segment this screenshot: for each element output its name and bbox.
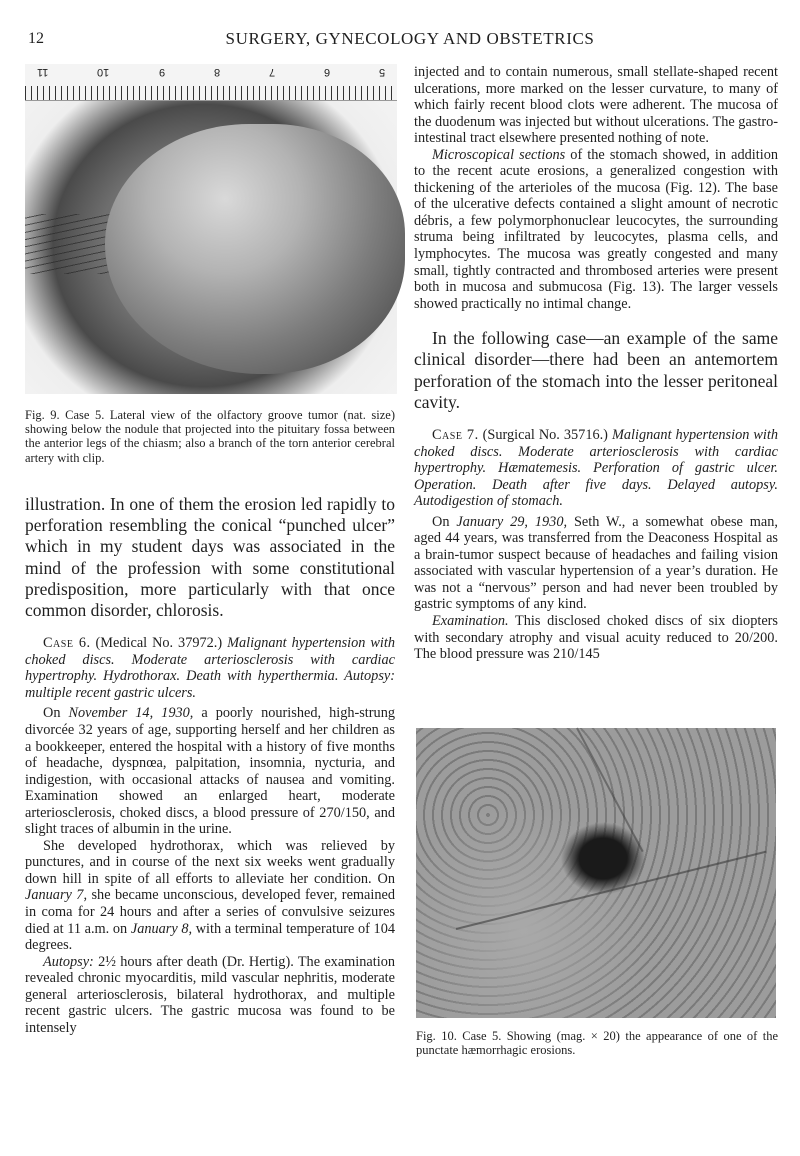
case-7-number: (Surgical No. 35716.) — [482, 427, 608, 444]
case-6-heading — [25, 635, 395, 701]
microscopical-paragraph — [414, 147, 778, 312]
ruler-label: 8 — [213, 66, 220, 78]
figure-10-photo — [416, 728, 776, 1018]
case-6-label: Case 6. — [43, 635, 91, 652]
running-head: SURGERY, GYNECOLOGY AND OBSTETRICS — [225, 29, 595, 48]
examination-text: This disclosed choked discs of six diopters with secondary atrophy and visual acuity reduced to 20/200. The blood pressure was 210/145 — [414, 613, 778, 663]
autopsy-label: Autopsy: — [43, 953, 94, 970]
stomach-findings-paragraph: injected and to contain numerous, small stellate-shaped recent ulcerations, more marked on the lesser curvature, to many of which fairly recent blood clots were adherent. The mucosa of the duodenum was injected but without ulcerations. The gastro-intestinal tract elsewhere presented nothing of note. — [414, 64, 778, 147]
case-7-date: January 29, 1930, — [456, 513, 568, 530]
ruler-label: 9 — [158, 66, 165, 78]
case-6-history: a poorly nourished, high-strung divorcée 32 years of age, supporting herself and her children as a bookkeeper, entered the hospital with a history of five months of headache, dyspnœa, palpitation, insomnia, nycturia, and indigestion, with occasional attacks of nausea and vomiting. Examination showed an enlarged heart, moderate arteriosclerosis, choked discs, a blood pressure of 270/150, and slight traces of albumin in the urine. — [25, 705, 395, 838]
ruler-label: 7 — [268, 66, 275, 78]
page-number: 12 — [28, 30, 44, 47]
case-7-heading — [414, 427, 778, 510]
microscopical-label: Microscopical sections — [432, 146, 566, 163]
case-7-summary: Malignant hypertension with choked discs. Moderate arteriosclerosis with cardiac hypertrophy. Hæmatemesis. Perforation of gastric ulcer. Operation. Death after five days. Delayed autopsy. Autodigestion of stomach. — [414, 427, 779, 510]
figure-10-caption: Fig. 10. Case 5. Showing (mag. × 20) the appearance of one of the punctate hæmorrhagic erosions. — [416, 1029, 778, 1058]
ruler-label: 6 — [323, 66, 330, 78]
autopsy-text: 2½ hours after death (Dr. Hertig). The examination revealed chronic myocarditis, mild vascular nephritis, moderate general arteriosclerosis, bilateral hydrothorax, and multiple recent gastric ulcers. The gastric mucosa was found to be intensely — [25, 953, 395, 1036]
case-7-paragraph-1: On January 29, 1930, Seth W., a somewhat obese man, aged 44 years, was transferred from the Deaconess Hospital as a brain-tumor suspect because of headaches and failing vision associated with vascular hypertension of a year’s duration. He was not a “nervous” person and had never been troubled by gastric symptoms of any kind. — [414, 513, 778, 613]
following-case-paragraph: In the following case—an example of the same clinical disorder—there had been an antemortem perforation of the stomach into the lesser peritoneal cavity. — [414, 328, 778, 412]
case-6-temperature: with a terminal temperature of 104 degrees. — [25, 920, 395, 954]
case-6-summary: Malignant hypertension with choked discs. Moderate arteriosclerosis with cardiac hypertrophy. Hydrothorax. Death with hyperthermia. Autopsy: multiple recent gastric ulcers. — [25, 635, 395, 701]
case-6-date: November 14, 1930, — [68, 705, 194, 722]
ruler — [25, 64, 397, 101]
case-6-autopsy-paragraph — [25, 954, 395, 1037]
case-6-paragraph-2 — [25, 838, 395, 954]
ruler-label: 11 — [37, 66, 49, 78]
illustration-paragraph: illustration. In one of them the erosion led rapidly to perforation resembling the conical “punched ulcer” which in my student days was associated in the mind of the profession with some constitutional predisposition, more particularly with that once common disorder, chlorosis. — [25, 494, 395, 621]
case-6-coma: she became unconscious, developed fever, remained in coma for 24 hours and after a series of convulsive seizures died at 11 a.m. on — [25, 887, 395, 937]
microscopical-text: of the stomach showed, in addition to the recent acute erosions, a generalized congestion with thickening of the arterioles of the mucosa (Fig. 12). The base of the ulcerative defects contained a slight amount of necrotic débris, a few polymorphonuclear leucocytes, the surrounding struma being infiltrated by leucocytes, plasma cells, and lymphocytes. The mucosa was greatly congested and many small, tightly contracted and thrombosed arteries were present both in mucosa and submucosa (Fig. 13). The larger vessels showed practically no intimal change. — [414, 146, 778, 312]
case-6-course: She developed hydrothorax, which was relieved by punctures, and in course of the next six weeks went gradually down hill in spite of all efforts to alleviate her condition. On — [25, 837, 395, 887]
figure-9-caption: Fig. 9. Case 5. Lateral view of the olfactory groove tumor (nat. size) showing below the nodule that projected into the pituitary fossa between the anterior legs of the chiasm; also a branch of the torn anterior cerebral artery with clip. — [25, 408, 395, 465]
right-column — [414, 64, 778, 663]
case-6-number: (Medical No. 37972.) — [95, 635, 223, 652]
examination-label: Examination. — [432, 613, 509, 630]
case-6-date-jan7: January 7, — [25, 887, 88, 904]
case-7-label: Case 7. — [432, 427, 479, 444]
left-column — [25, 494, 395, 1036]
ruler-label: 5 — [378, 66, 385, 78]
case-6-paragraph-1: On November 14, 1930, a poorly nourished, high-strung divorcée 32 years of age, supporting herself and her children as a bookkeeper, entered the hospital with a history of five months of headache, dyspnœa, palpitation, insomnia, nycturia, and indigestion, with occasional attacks of nausea and vomiting. Examination showed an enlarged heart, moderate arteriosclerosis, choked discs, a blood pressure of 270/150, and slight traces of albumin in the urine. — [25, 705, 395, 838]
case-7-examination-paragraph — [414, 613, 778, 663]
ruler-label: 10 — [97, 66, 110, 78]
case-7-history: Seth W., a somewhat obese man, aged 44 years, was transferred from the Deaconess Hospital as a brain-tumor suspect because of headaches and failing vision associated with vascular hypertension of a year’s duration. He was not a “nervous” person and had never been troubled by gastric symptoms of any kind. — [414, 513, 778, 613]
tumor-specimen — [105, 124, 405, 374]
figure-9-photo — [25, 64, 397, 394]
case-6-date-jan8: January 8, — [130, 920, 193, 937]
